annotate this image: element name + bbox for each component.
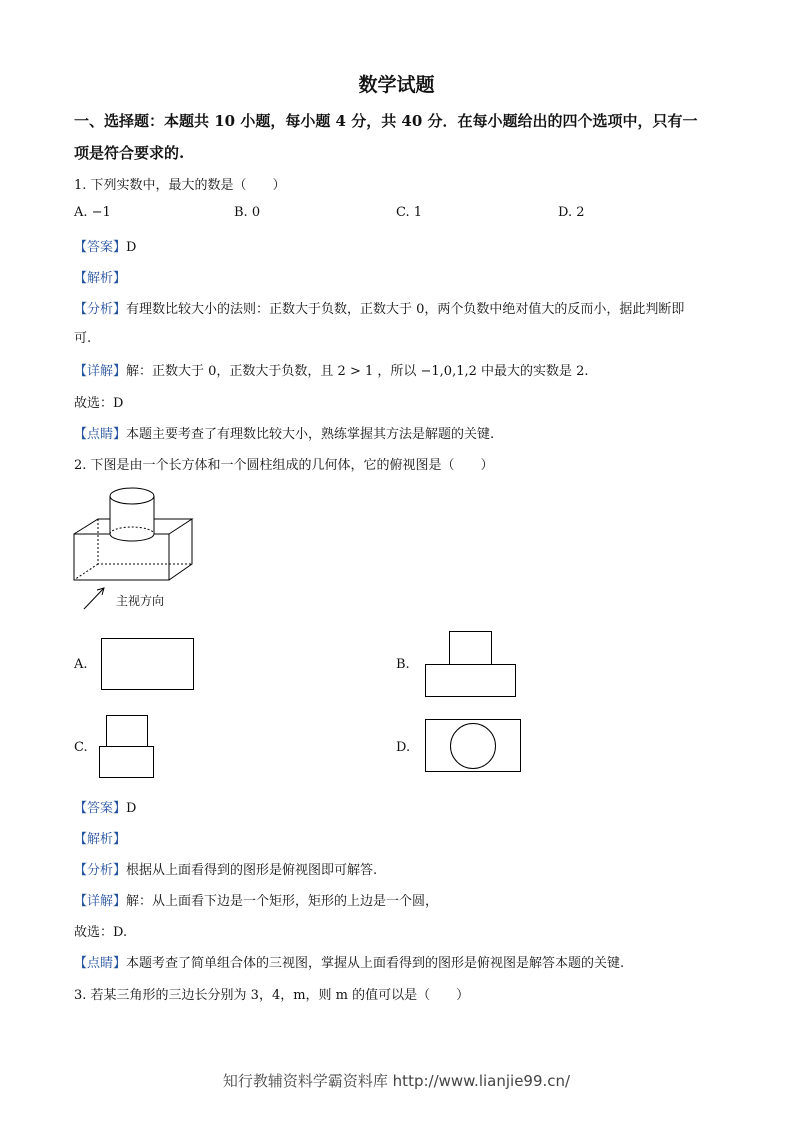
q2-guxuan: 故选：D. (74, 925, 128, 940)
answer-tag: 【答案】 (74, 801, 127, 816)
fenxi-tag: 【分析】 (74, 863, 127, 878)
xiangjie-text: 解：从上面看下边是一个矩形，矩形的上边是一个圆， (126, 894, 439, 909)
xiangjie-tag: 【详解】 (74, 894, 127, 909)
q2-option-c-label: C. (74, 740, 88, 755)
q1-fenxi-cont: 可. (74, 331, 92, 346)
q2-option-b-top-rect (449, 631, 492, 666)
dianjing-text: 本题主要考查了有理数比较大小，熟练掌握其方法是解题的关键. (126, 427, 495, 442)
fenxi-text: 根据从上面看得到的图形是俯视图即可解答. (126, 863, 378, 878)
q1-option-d: D. 2 (558, 205, 585, 220)
q1-answer-row (74, 236, 136, 255)
section-heading-line2: 项是符合要求的. (74, 144, 185, 162)
q2-option-c-bottom-rect (99, 746, 154, 778)
q1-guxuan: 故选：D (74, 396, 124, 411)
dianjing-tag: 【点睛】 (74, 427, 127, 442)
q2-stem: 2. 下图是由一个长方体和一个圆柱组成的几何体，它的俯视图是（ ） (74, 458, 494, 473)
q2-option-d-label: D. (396, 740, 411, 755)
q2-option-c-top-rect (106, 715, 148, 748)
q2-answer-row (74, 797, 136, 816)
q2-option-a-label: A. (74, 657, 88, 672)
q2-option-b-label: B. (396, 657, 410, 672)
dianjing-text: 本题考查了简单组合体的三视图，掌握从上面看得到的图形是俯视图是解答本题的关键. (126, 956, 625, 971)
q2-analysis-tag: 【解析】 (74, 832, 127, 847)
dianjing-tag: 【点睛】 (74, 956, 127, 971)
q2-option-b-bottom-rect (425, 664, 516, 697)
xiangjie-text: 解：正数大于 0，正数大于负数，且 2 > 1 ，所以 −1,0,1,2 中最大的实数是 2. (126, 364, 589, 379)
answer-tag: 【答案】 (74, 240, 127, 255)
q2-option-d-circle (450, 723, 496, 769)
figure-caption: 主视方向 (116, 594, 165, 608)
fenxi-text: 有理数比较大小的法则：正数大于负数，正数大于 0，两个负数中绝对值大的反而小，据此判断即 (126, 302, 685, 317)
q3-stem: 3. 若某三角形的三边长分别为 3，4，m，则 m 的值可以是（ ） (74, 988, 470, 1003)
fenxi-tag: 【分析】 (74, 302, 127, 317)
q2-dianjing-row (74, 952, 624, 971)
section-heading-line1: 一、选择题：本题共 10 小题，每小题 4 分，共 40 分．在每小题给出的四个选项中，只有一 (74, 112, 698, 130)
q1-option-c: C. 1 (396, 205, 423, 220)
xiangjie-tag: 【详解】 (74, 364, 127, 379)
q1-option-a: A. −1 (74, 205, 111, 220)
answer-value: D (126, 801, 137, 816)
q2-option-a-rect (101, 638, 194, 690)
page-title: 数学试题 (358, 74, 435, 96)
q1-dianjing-row (74, 423, 494, 442)
q1-analysis-tag: 【解析】 (74, 271, 127, 286)
q1-fenxi-row (74, 298, 684, 317)
q1-stem: 1. 下列实数中，最大的数是（ ） (74, 178, 286, 193)
q1-xiangjie-row (74, 360, 589, 379)
q2-fenxi-row (74, 859, 377, 878)
q1-option-b: B. 0 (234, 205, 261, 220)
q2-xiangjie-row (74, 890, 438, 909)
page-footer: 知行教辅资料学霸资料库 http://www.lianjie99.cn/ (222, 1072, 571, 1090)
answer-value: D (126, 240, 137, 255)
